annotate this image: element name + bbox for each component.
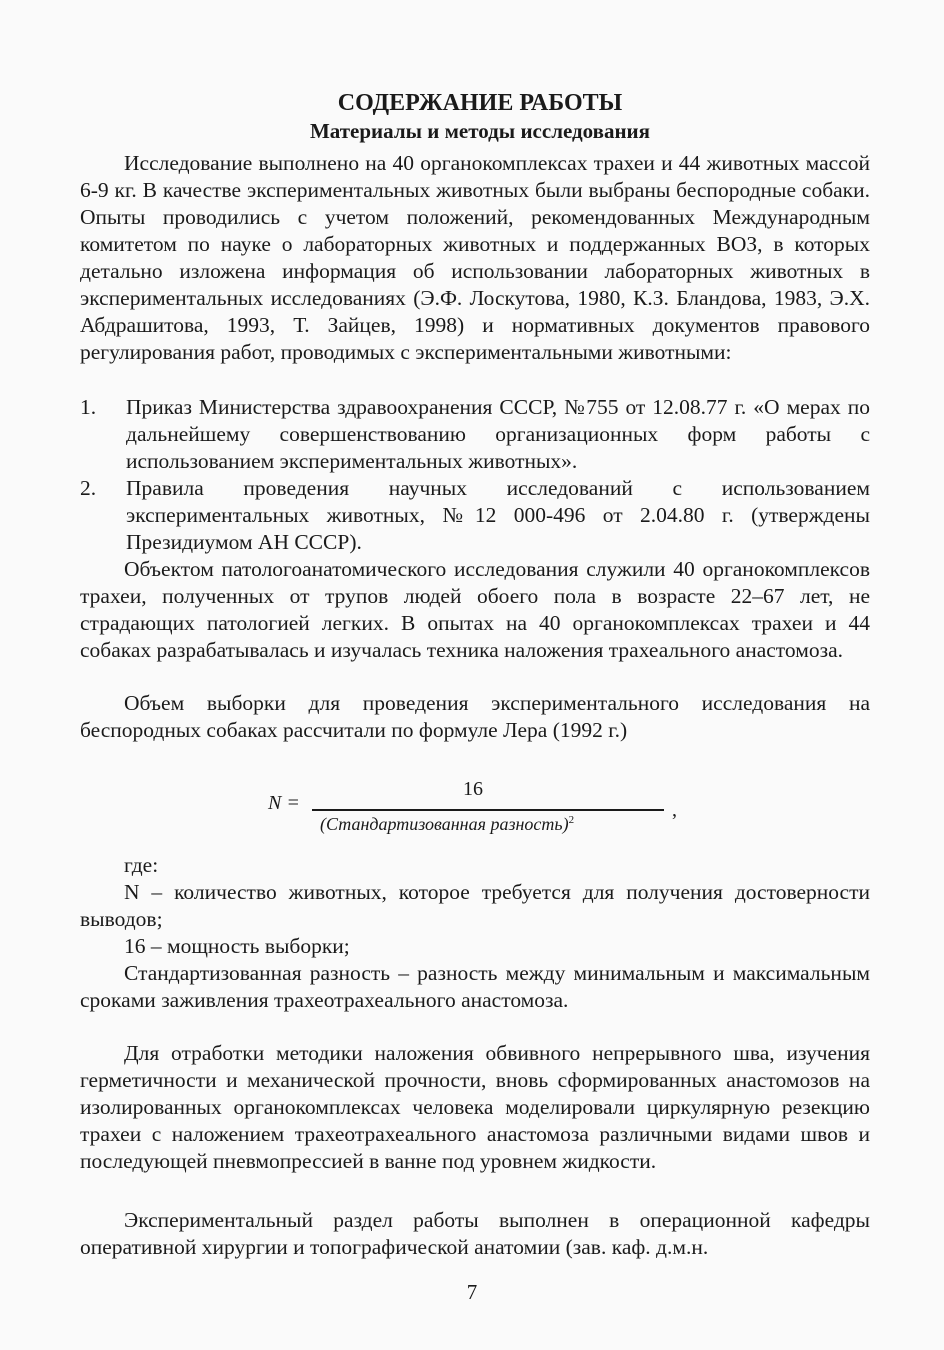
paragraph-intro	[80, 150, 870, 366]
definition-std-diff: Стандартизованная разность – разность между минимальным и максимальным сроками заживления трахеотрахеального анастомоза.	[80, 961, 870, 1012]
list-item	[80, 475, 870, 556]
fraction-bar	[312, 809, 664, 811]
formula-numerator: 16	[463, 778, 483, 800]
paragraph-text: Объем выборки для проведения экспериментального исследования на беспородных собаках рассчитали по формуле Лера (1992 г.)	[80, 691, 870, 742]
list-item-number: 2.	[80, 476, 97, 500]
denominator-text: (Стандартизованная разность)	[320, 814, 569, 834]
subsection-heading: Материалы и методы исследования	[309, 119, 651, 143]
definitions	[80, 852, 870, 1014]
formula-comma: ,	[672, 799, 677, 821]
paragraph-sample	[80, 690, 870, 744]
definition-n: N – количество животных, которое требуется для получения достоверности выводов;	[80, 880, 870, 931]
paragraph-object	[80, 556, 870, 664]
regulation-list	[80, 394, 870, 556]
sample-size-formula	[268, 770, 708, 850]
formula-denominator	[320, 814, 574, 835]
paragraph-method	[80, 1040, 870, 1175]
where-label: где:	[124, 853, 159, 877]
section-heading: СОДЕРЖАНИЕ РАБОТЫ	[337, 90, 623, 116]
list-item-number: 1.	[80, 395, 97, 419]
list-item-text: Приказ Министерства здравоохранения СССР, №755 от 12.08.77 г. «О мерах по дальнейшему совершенствованию организационных форм работы с использованием экспериментальных животных».	[126, 395, 870, 473]
paragraph-experimental	[80, 1207, 870, 1261]
list-item-text: Правила проведения научных исследований с использованием экспериментальных животных, №12 000-496 от 2.04.80 г. (утверждены Президиумом АН СССР).	[126, 476, 870, 554]
paragraph-text: Экспериментальный раздел работы выполнен в операционной кафедры оперативной хирургии и топографической анатомии (зав. каф. д.м.н.	[80, 1208, 870, 1259]
paragraph-text: Для отработки методики наложения обвивного непрерывного шва, изучения герметичности и механической прочности, вновь сформированных анастомозов на изолированных органокомплексах человека моделировали циркулярную резекцию трахеи с наложением трахеотрахеального анастомоза различными видами швов и последующей пневмопрессией в ванне под уровнем жидкости.	[80, 1041, 870, 1173]
formula-lhs: N =	[268, 792, 300, 814]
definition-16: 16 – мощность выборки;	[124, 934, 350, 958]
formula-exponent: 2	[568, 814, 575, 826]
paragraph-text: Объектом патологоанатомического исследования служили 40 органокомплексов трахеи, полученных от трупов людей обоего пола в возрасте 22–67 лет, не страдающих патологией легких. В опытах на 40 органокомплексах трахеи и 44 собаках разрабатывалась и изучалась техника наложения трахеального анастомоза.	[80, 557, 870, 662]
list-item	[80, 394, 870, 475]
paragraph-text: Исследование выполнено на 40 органокомплексах трахеи и 44 животных массой 6-9 кг. В качестве экспериментальных животных были выбраны беспородные собаки. Опыты проводились с учетом положений, рекомендованных Международным комитетом по науке о лабораторных животных и поддержанных ВОЗ, в которых детально изложена информация об использовании лабораторных животных в экспериментальных исследованиях (Э.Ф. Лоскутова, 1980, К.З. Бландова, 1983, Э.Х. Абдрашитова, 1993, Т. Зайцев, 1998) и нормативных документов правового регулирования работ, проводимых с экспериментальными животными:	[80, 151, 870, 364]
page-number: 7	[466, 1280, 478, 1304]
